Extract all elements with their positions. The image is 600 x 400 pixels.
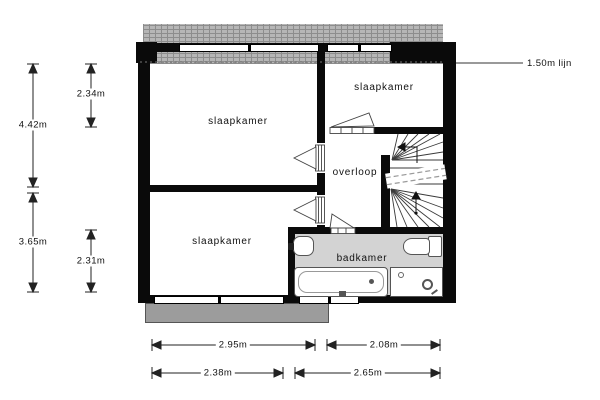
wall-corner-top-right	[390, 42, 443, 63]
room-label-bedroom-bottom-left: slaapkamer	[192, 236, 252, 247]
window-top-right	[327, 44, 392, 52]
room-label-bedroom-top-right: slaapkamer	[354, 82, 414, 93]
lower-roof-area	[145, 303, 329, 323]
shower-head-icon	[422, 279, 433, 290]
staircase	[390, 134, 443, 227]
shower-drain-icon	[398, 272, 404, 278]
dim-label-2-08: 2.08m	[367, 340, 401, 351]
dim-label-3-65: 3.65m	[16, 237, 50, 248]
wall-center-upper	[317, 52, 325, 143]
dim-label-4-42: 4.42m	[16, 120, 50, 131]
dimension-lines	[27, 64, 440, 379]
room-label-bathroom: badkamer	[336, 253, 388, 264]
room-label-bedroom-top-left: slaapkamer	[208, 116, 268, 127]
stair-direction-arrows	[398, 143, 420, 215]
room-label-landing: overloop	[332, 167, 378, 178]
wall-stairwell-top	[374, 127, 443, 134]
window-bottom-bathroom	[299, 296, 359, 304]
wall-bathroom-top-right	[355, 227, 443, 234]
wall-stair-newel	[381, 155, 390, 227]
bathtub	[294, 267, 388, 297]
shower-arm-icon	[431, 289, 438, 295]
dim-label-2-65: 2.65m	[351, 368, 385, 379]
dim-label-2-95: 2.95m	[216, 340, 250, 351]
wall-between-bedrooms	[150, 185, 317, 192]
shower	[390, 267, 443, 297]
dim-label-2-31: 2.31m	[74, 256, 108, 267]
dim-label-2-34: 2.34m	[74, 89, 108, 100]
window-bottom-bedroom	[154, 296, 284, 304]
wall-left	[138, 43, 150, 303]
dim-label-2-38: 2.38m	[201, 368, 235, 379]
window-top-left	[179, 44, 319, 52]
bathtub-drain-icon	[369, 279, 374, 284]
bathtub-tap-icon	[339, 291, 346, 296]
height-line-label: 1.50m lijn	[527, 58, 572, 69]
